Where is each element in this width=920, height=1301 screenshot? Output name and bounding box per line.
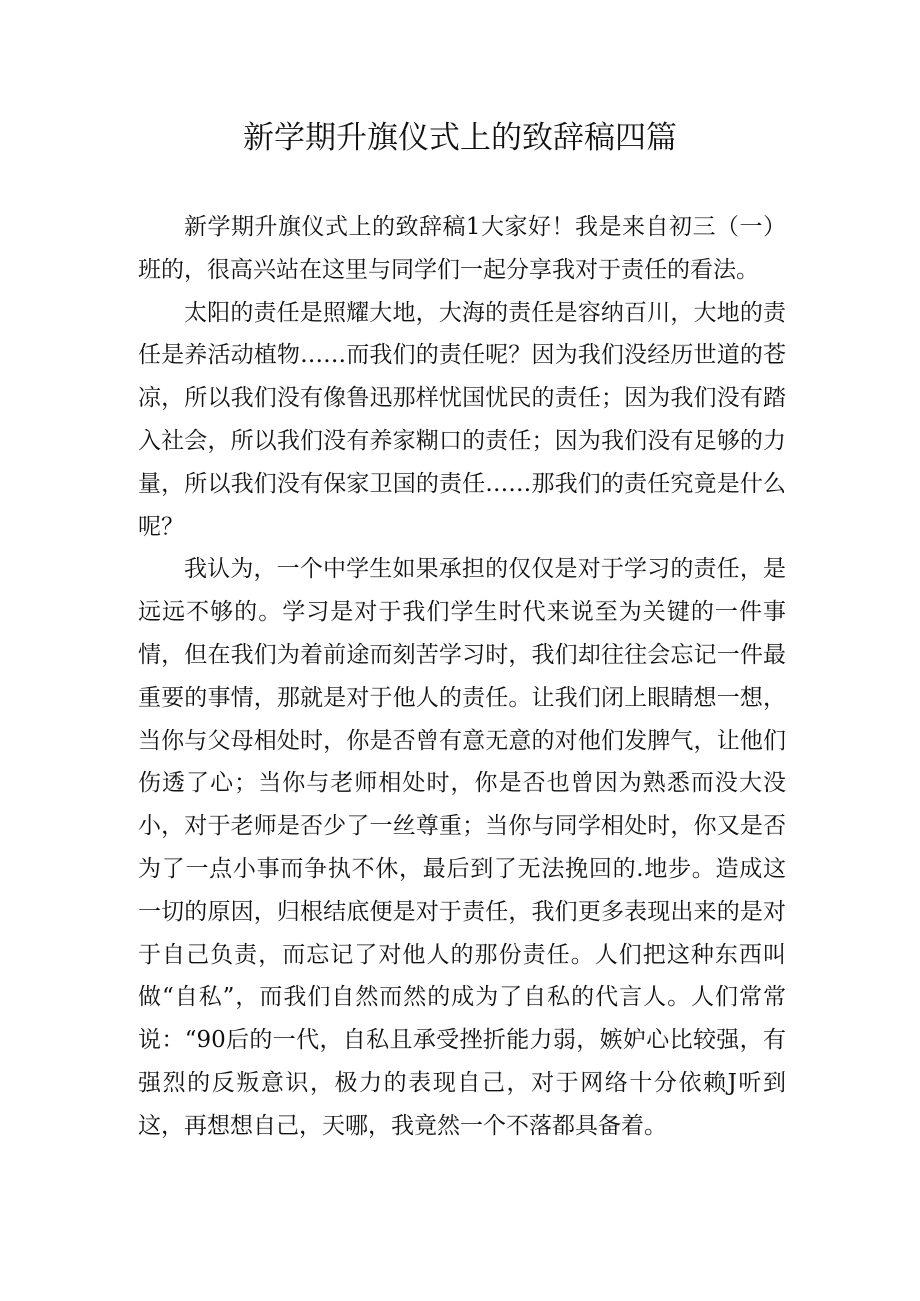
document-body — [138, 206, 786, 1148]
paragraph: 太阳的责任是照耀大地，大海的责任是容纳百川，大地的责任是养活动植物……而我们的责任呢？因为我们没经历世道的苍凉，所以我们没有像鲁迅那样忧国忧民的责任；因为我们没有踏入社会，所以我们没有养家糊口的责任；因为我们没有足够的力量，所以我们没有保家卫国的责任……那我们的责任究竟是什么呢？ — [138, 299, 786, 540]
paragraph: 我认为，一个中学生如果承担的仅仅是对于学习的责任，是远远不够的。学习是对于我们学生时代来说至为关键的一件事情，但在我们为着前途而刻苦学习时，我们却往往会忘记一件最重要的事情，那就是对于他人的责任。让我们闭上眼睛想一想，当你与父母相处时，你是否曾有意无意的对他们发脾气，让他们伤透了心；当你与老师相处时，你是否也曾因为熟悉而没大没小，对于老师是否少了一丝尊重；当你与同学相处时，你又是否为了一点小事而争执不休，最后到了无法挽回的.地步。造成这一切的原因，归根结底便是对于责任，我们更多表现出来的是对于自己负责，而忘记了对他人的那份责任。人们把这种东西叫做“自私”，而我们自然而然的成为了自私的代言人。人们常常说：“90后的一代，自私且承受挫折能力弱，嫉妒心比较强，有强烈的反叛意识，极力的表现自己，对于网络十分依赖J听到这，再想想自己，天哪，我竟然一个不落都具备着。 — [138, 556, 786, 1139]
paragraph: 新学期升旗仪式上的致辞稿1大家好！我是来自初三（一）班的，很高兴站在这里与同学们一起分享我对于责任的看法。 — [138, 214, 786, 283]
document-title: 新学期升旗仪式上的致辞稿四篇 — [243, 120, 677, 156]
